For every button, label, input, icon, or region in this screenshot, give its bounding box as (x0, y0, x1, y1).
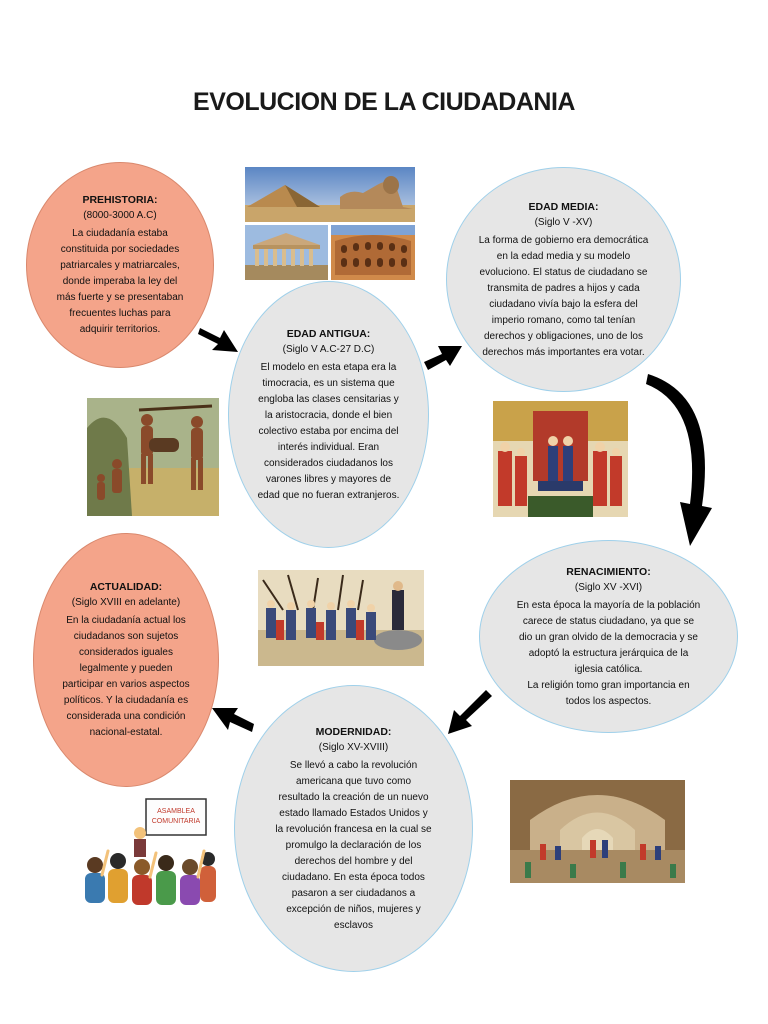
actualidad-heading: ACTUALIDAD: (89, 581, 163, 593)
page-title: EVOLUCION DE LA CIUDADANIA (193, 88, 575, 116)
prehistoria-bubble (26, 162, 214, 368)
modernidad-text: Se llevó a cabo la revolución americana que tuvo como resultado la creación de un nuevo estado llamado Estados Unidos y la revolución francesa en la cual se promulgo la declaración de los derechos del hombre y del ciudadano. En esta época todos pasaron a ser ciudadanos a excepción de niños, mujeres y esclavos (275, 759, 432, 931)
arrow-modernidad-to-actualidad-icon (210, 700, 254, 742)
prehistoric-hunters-image (87, 398, 219, 516)
arrow-renacimiento-to-modernidad-icon (446, 690, 494, 736)
prehistoria-heading: PREHISTORIA: (82, 194, 158, 206)
school-of-athens-image (510, 780, 685, 883)
edad-antigua-bubble (228, 281, 429, 548)
asamblea-sign-line2: COMUNITARIA (151, 818, 201, 825)
arrow-prehistoria-to-antigua-icon (198, 318, 242, 358)
edad-media-text: La forma de gobierno era democrática en la edad media y su modelo evoluciono. El status de ciudadano se transmita de padres a hijos y cada ciudadano vivía bajo la esfera del imperio romano, como tal tenían derechos y obligaciones, uno de los derechos más importantes era votar. (478, 234, 649, 358)
renacimiento-heading: RENACIMIENTO: (566, 565, 651, 578)
modernidad-period: (Siglo XV-XVIII) (318, 741, 389, 753)
actualidad-text: En la ciudadanía actual los ciudadanos son sujetos considerados iguales legalmente y pueden participar en varios aspectos políticos. Y la ciudadanía es considerada una condición nacional-estatal. (62, 615, 190, 738)
renacimiento-period: (Siglo XV -XVI) (574, 581, 643, 593)
revolution-scene-image (258, 570, 424, 666)
prehistoria-text: La ciudadanía estaba constituida por sociedades patriarcales y matriarcales, donde imperaba la ley del más fuerte y se presentaban frecuentes luchas para adquirir territorios. (56, 228, 184, 335)
edad-media-bubble (446, 167, 681, 392)
modernidad-bubble (234, 685, 473, 972)
egypt-pyramids-sphinx-image (245, 167, 415, 222)
modernidad-heading: MODERNIDAD: (315, 725, 392, 738)
edad-antigua-text: El modelo en esta etapa era la timocracia, es un sistema que engloba las clases censitarias y la aristocracia, donde el bien colectivo estaba por encima del interés individual. Eran considerados ciudadanos los varones libres y mayores de edad que no fueran extranjeros. (257, 361, 400, 501)
parthenon-image (245, 225, 328, 280)
arrow-antigua-to-media-icon (422, 338, 464, 374)
renacimiento-bubble (479, 540, 738, 733)
community-assembly-image (80, 793, 218, 911)
actualidad-bubble (33, 533, 219, 787)
arrow-media-to-renacimiento-icon (640, 366, 720, 552)
renacimiento-text: En esta época la mayoría de la población carece de status ciudadano, ya que se dio un gran olvido de la democracia y se adoptó la estructura jerárquica de la iglesia católica. (516, 599, 701, 675)
edad-antigua-period: (Siglo V A.C-27 D.C) (282, 343, 375, 355)
actualidad-period: (Siglo XVIII en adelante) (71, 597, 181, 608)
colosseum-image (331, 225, 415, 280)
prehistoria-period: (8000-3000 A.C) (83, 210, 157, 221)
medieval-court-image (493, 401, 628, 517)
edad-antigua-heading: EDAD ANTIGUA: (286, 327, 371, 340)
edad-media-period: (Siglo V -XV) (534, 216, 593, 228)
asamblea-sign-line1: ASAMBLEA (157, 808, 195, 815)
renacimiento-text-2: La religión tomo gran importancia en todos los aspectos. (527, 679, 690, 707)
edad-media-heading: EDAD MEDIA: (528, 200, 599, 213)
